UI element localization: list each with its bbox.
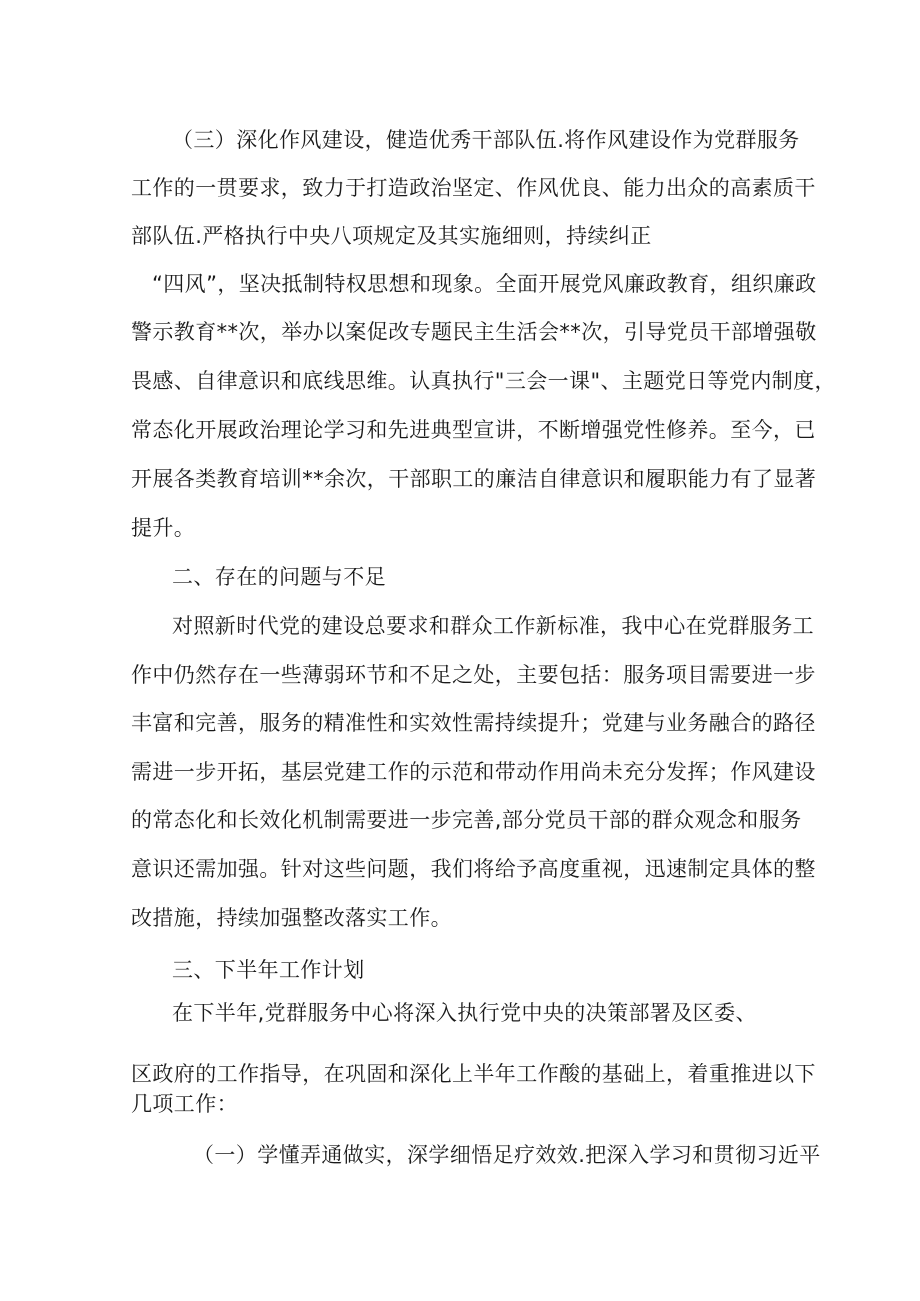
text-line: “四风”，坚决抵制特权思想和现象。全面开展党风廉政教育，组织廉政	[152, 272, 817, 296]
text-line: 部队伍.严格执行中央八项规定及其实施细则，持续纠正	[131, 224, 652, 248]
text-line: 常态化开展政治理论学习和先进典型宣讲，不断增强党性修养。至今，已	[131, 418, 816, 442]
text-line: 的常态化和长效化机制需要进一步完善,部分党员干部的群众观念和服务	[131, 808, 802, 832]
text-line: 需进一步开拓，基层党建工作的示范和带动作用尚未充分发挥；作风建设	[131, 760, 816, 784]
text-line: 区政府的工作指导，在巩固和深化上半年工作酸的基础上，着重推进以下	[131, 1062, 816, 1086]
text-line: 作中仍然存在一些薄弱环节和不足之处，主要包括：服务项目需要进一步	[131, 663, 816, 687]
text-line: 提升。	[131, 516, 196, 540]
text-line: 几项工作：	[131, 1092, 238, 1116]
text-line: 警示教育**次，举办以案促改专题民主生活会**次，引导党员干部增强敬	[131, 320, 817, 344]
text-line: 畏感、自律意识和底线思维。认真执行"三会一课"、主题党日等党内制度，	[131, 369, 836, 393]
text-line: 开展各类教育培训**余次，干部职工的廉洁自律意识和履职能力有了显著	[131, 467, 817, 491]
section-heading-problems: 二、存在的问题与不足	[172, 565, 386, 589]
text-line-subsection-1: （一）学懂弄通做实，深学细悟足疗效效.把深入学习和贯彻习近平	[193, 1143, 821, 1167]
text-line: 改措施，持续加强整改落实工作。	[131, 906, 452, 930]
text-line: 丰富和完善，服务的精准性和实效性需持续提升；党建与业务融合的路径	[131, 711, 816, 735]
text-line: 对照新时代党的建设总要求和群众工作新标准，我中心在党群服务工	[172, 614, 814, 638]
text-line: 意识还需加强。针对这些问题，我们将给予高度重视，迅速制定具体的整	[131, 857, 816, 881]
text-line-section-3-heading: （三）深化作风建设，健造优秀干部队伍.将作风建设作为党群服务	[172, 128, 800, 152]
section-heading-plan: 三、下半年工作计划	[172, 958, 365, 982]
text-line: 在下半年,党群服务中心将深入执行党中央的决策部署及区委、	[172, 1001, 757, 1025]
text-line: 工作的一贯要求，致力于打造政治坚定、作风优良、能力出众的高素质干	[131, 176, 816, 200]
